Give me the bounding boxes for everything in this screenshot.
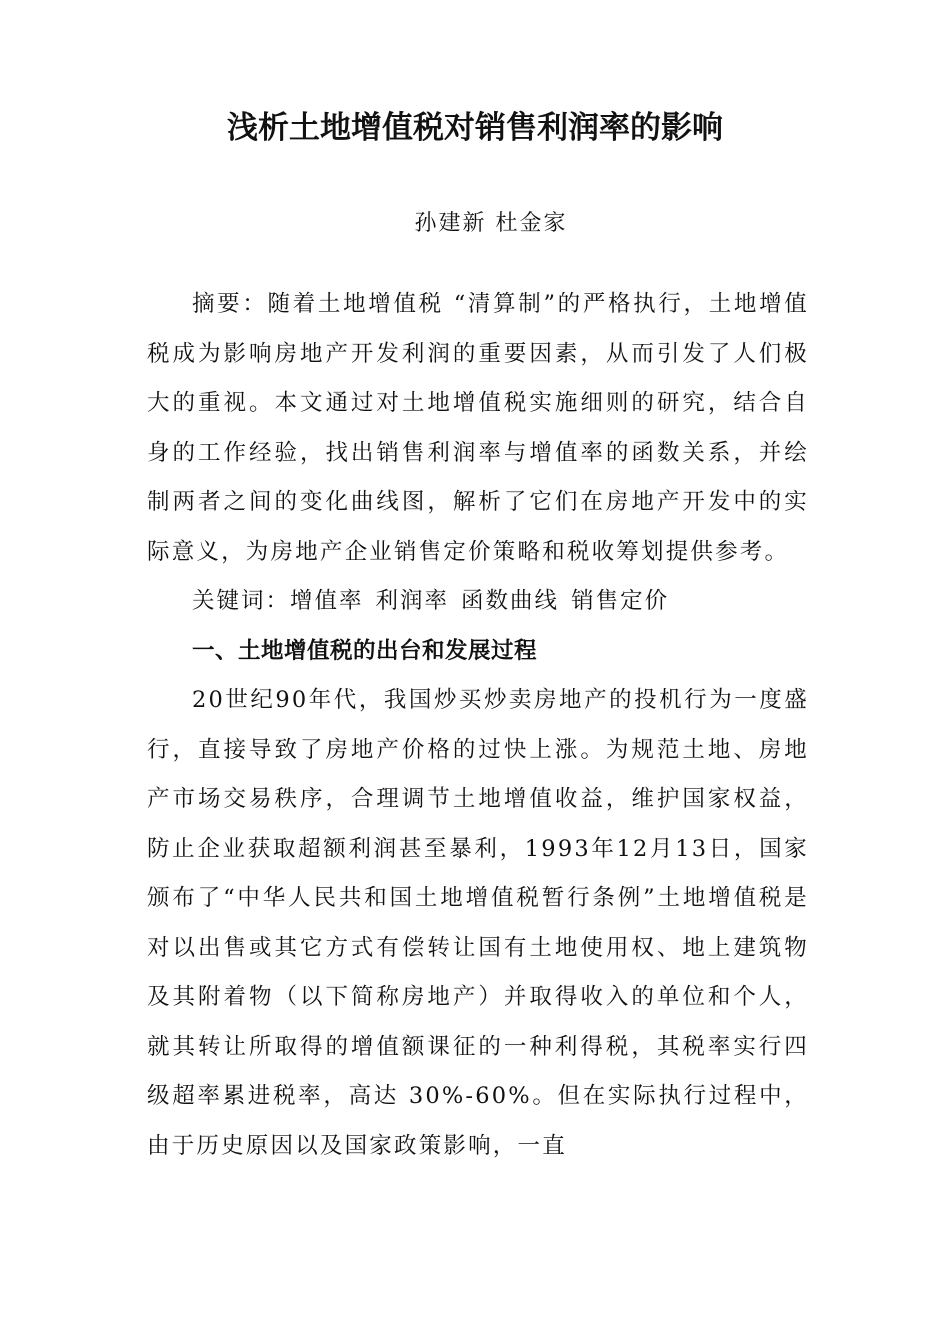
keyword-item: 增值率: [290, 588, 364, 614]
document-title: 浅析土地增值税对销售利润率的影响: [227, 110, 723, 146]
abstract-paragraph: 摘要：随着土地增值税 “清算制”的严格执行，土地增值税成为影响房地产开发利润的重要因素，从而引发了人们极大的重视。本文通过对土地增值税实施细则的研究，结合自身的工作经验，找出销售利润率与增值率的函数关系，并绘制两者之间的变化曲线图，解析了它们在房地产开发中的实际意义，为房地产企业销售定价策略和税收筹划提供参考。: [147, 291, 809, 565]
keywords-line: [147, 577, 809, 627]
document-body: [147, 280, 809, 1171]
authors-line: 孙建新 杜金家: [414, 211, 568, 236]
section-paragraph: 20世纪90年代，我国炒买炒卖房地产的投机行为一度盛行，直接导致了房地产价格的过快上涨。为规范土地、房地产市场交易秩序，合理调节土地增值收益，维护国家权益，防止企业获取超额利润甚至暴利，1993年12月13日，国家颁布了“中华人民共和国土地增值税暂行条例”土地增值税是对以出售或其它方式有偿转让国有土地使用权、地上建筑物及其附着物（以下简称房地产）并取得收入的单位和个人，就其转让所取得的增值额课征的一种利得税，其税率实行四级超率累进税率，高达 30%-60%。但在实际执行过程中，由于历史原因以及国家政策影响，一直: [147, 687, 809, 1159]
keyword-item: 函数曲线: [461, 588, 560, 614]
keywords-label: 关键词：: [192, 588, 291, 614]
keyword-item: 销售定价: [571, 588, 670, 614]
keyword-item: 利润率: [375, 588, 450, 614]
section-heading: 一、土地增值税的出台和发展过程: [192, 637, 538, 664]
